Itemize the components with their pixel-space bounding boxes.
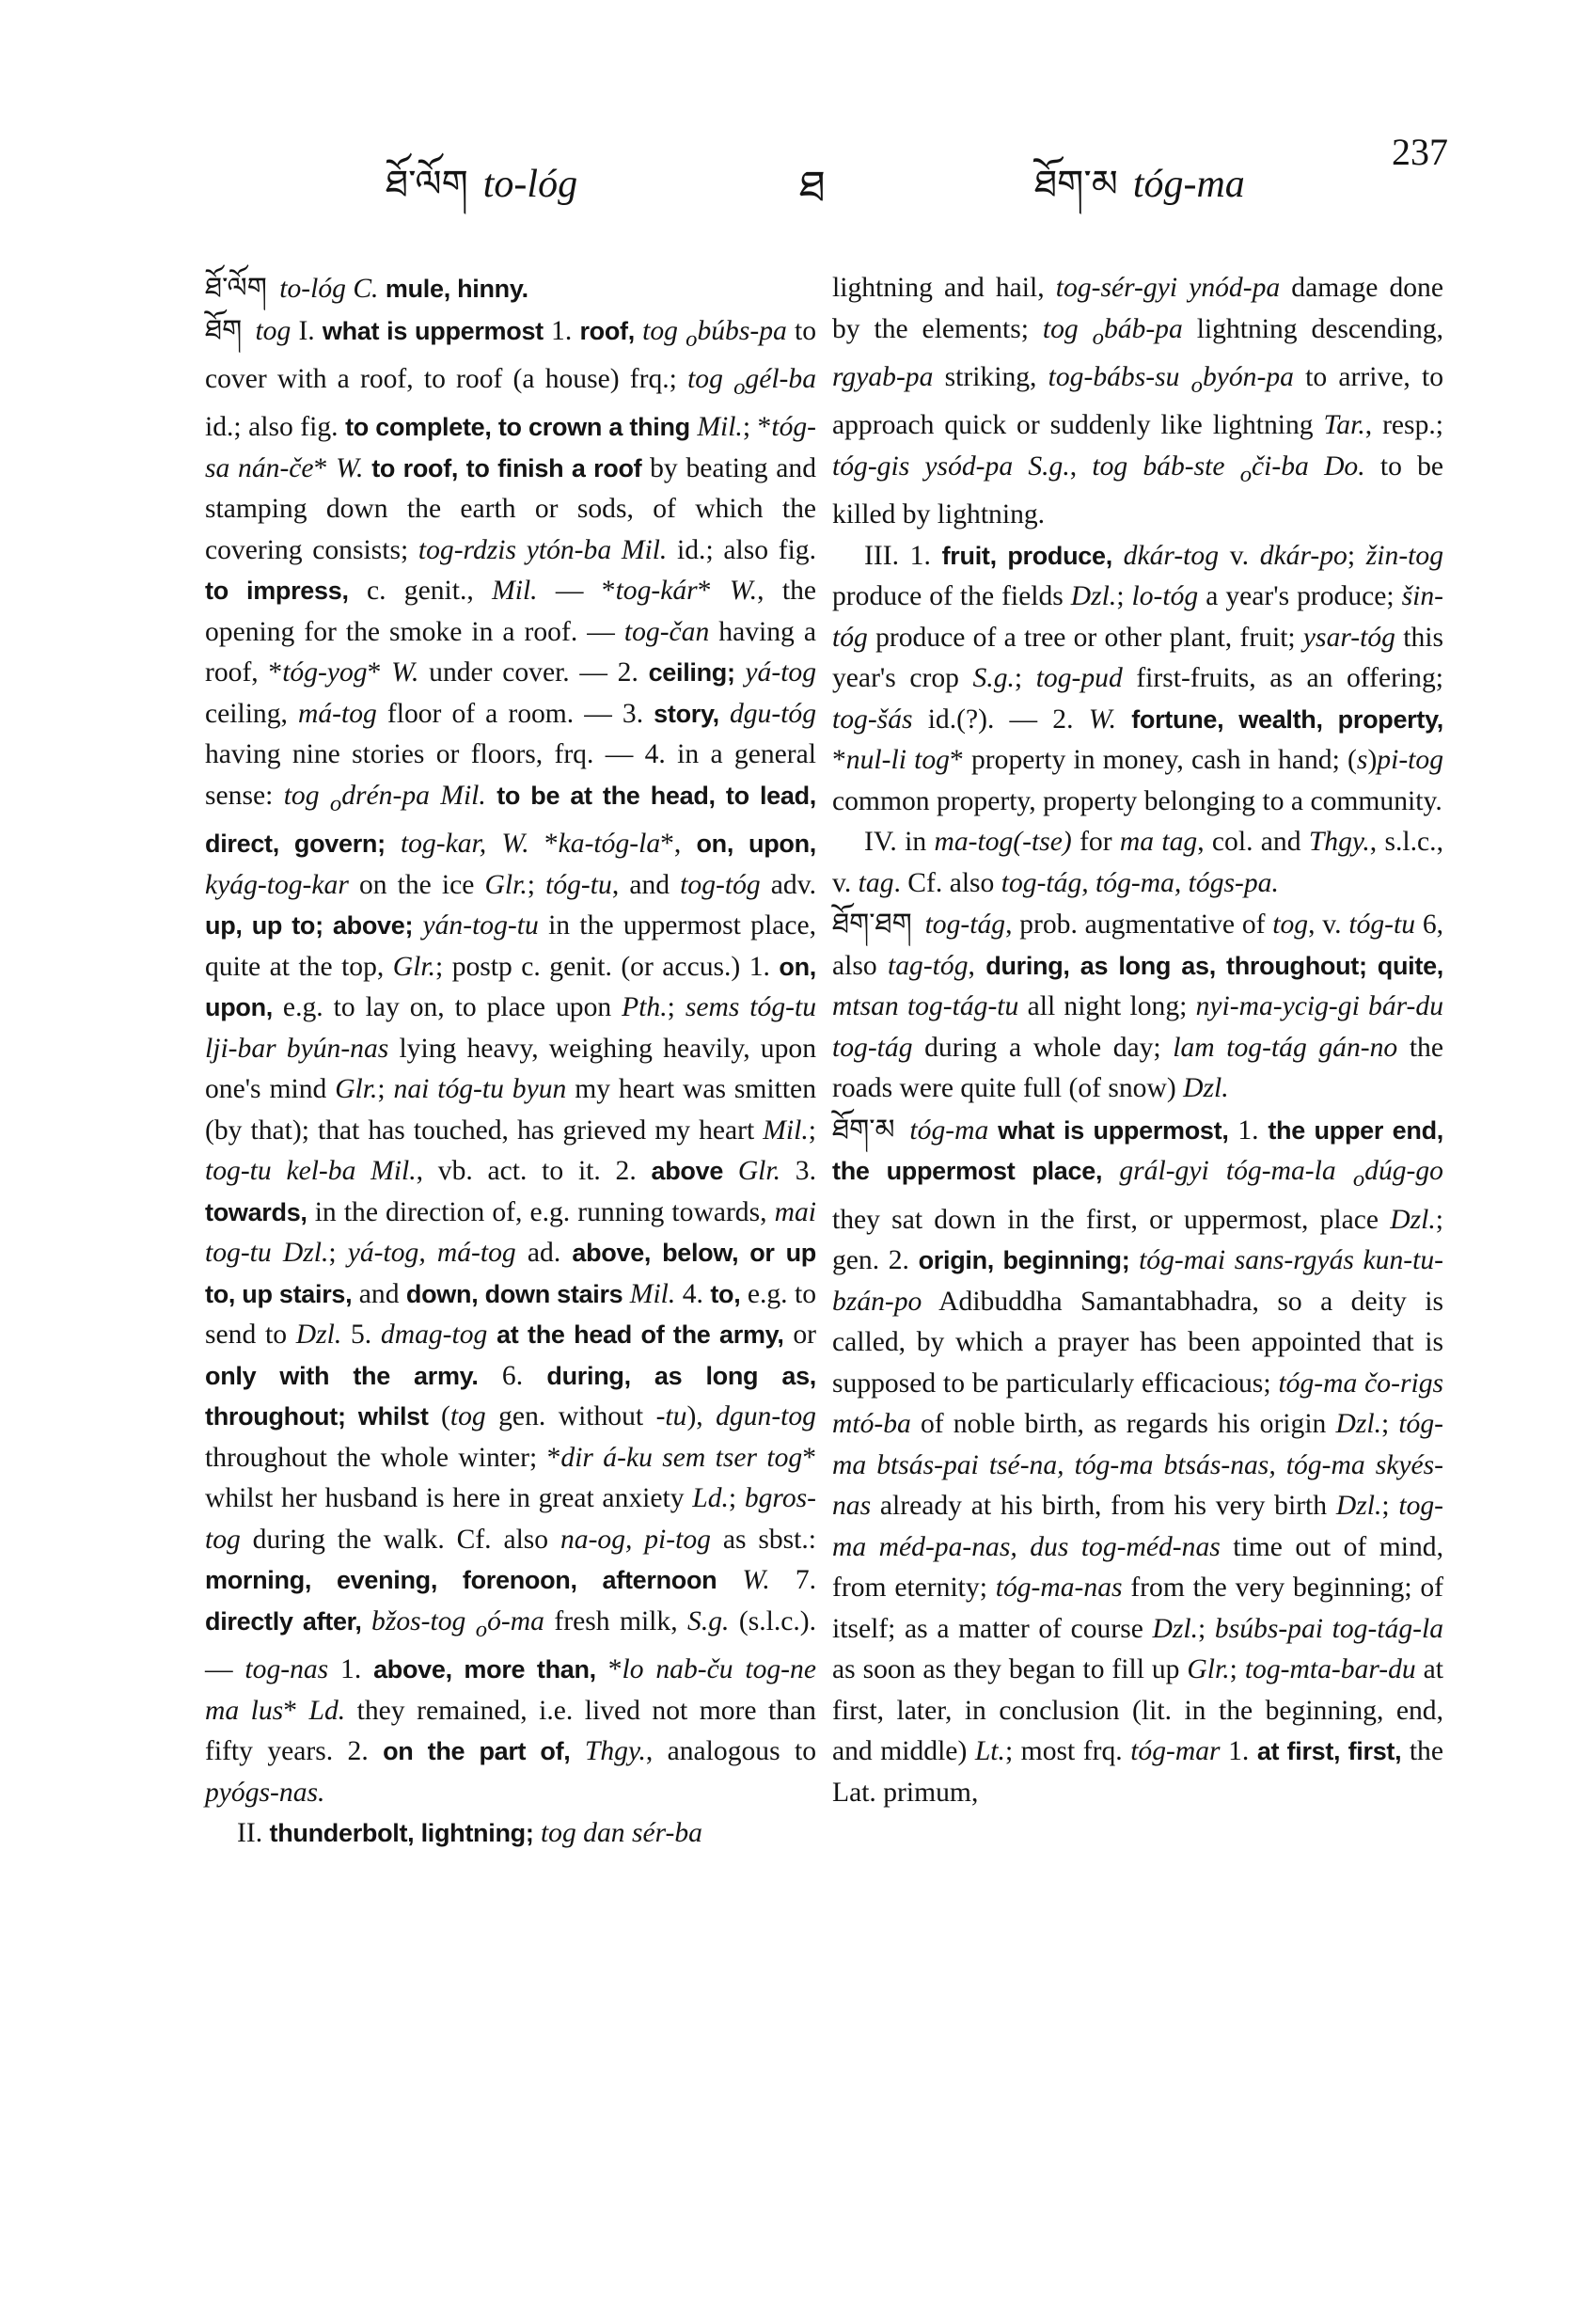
entry-tog-sense-2-cont: lightning and hail, tog-sér-gyi ynód-pa damage done by the elements; tog $_o$báb-pa lightning descending, rgyab-pa striking, tog-bábs-su $_o$byón-pa to arrive, to approach quick or suddenly like lightning Tar., resp.; tóg-gis ysód-pa S.g., tog báb-ste $_o$či-ba Do. to be killed by lightning.: [832, 273, 1444, 530]
running-head-left: [386, 141, 577, 247]
entry-tog-sense-2: II. thunderbolt, lightning; tog dan sér-ba: [237, 1818, 702, 1849]
entry-body: tóg-ma what is uppermost, 1. the upper end, the uppermost place, grál-gyi tóg-ma-la $_o$dúg-go they sat down in the first, or uppermost, place Dzl.; gen. 2. origin, beginning; tóg-mai sans-rgyás kun-tu-bzán-po Adibuddha Samantabhadra, so a deity is called, by which a prayer has been appointed that is supposed to be particularly efficacious; tóg-ma čo-rigs mtó-ba of noble birth, as regards his origin Dzl.; tóg-ma btsás-pai tsé-na, tóg-ma btsás-nas, tóg-ma skyés-nas already at his birth, from his very birth Dzl.; tog-ma méd-pa-nas, dus tog-méd-nas time out of mind, from eternity; tóg-ma-nas from the very beginning; of itself; as a matter of course Dzl.; bsúbs-pai tog-tág-la as soon as they began to fill up Glr.; tog-mta-bar-du at first, later, in conclusion (lit. in the beginning, end, and middle) Lt.; most frq. tóg-mar 1. at first, first, the Lat. primum,: [832, 1115, 1444, 1808]
running-head-right-roman: tóg-ma: [1132, 163, 1245, 206]
entry-body: to-lóg C. mule, hinny.: [279, 274, 528, 304]
entry-headword-tibetan: ཐོག: [205, 313, 243, 347]
running-head-left-roman: to-lóg: [482, 163, 578, 206]
entry-tog-tag: [832, 904, 1443, 1110]
right-column: [832, 268, 1443, 1813]
left-column: [205, 268, 816, 1855]
running-head-left-tibetan: ཐོ་ལོག: [386, 163, 468, 206]
entry-headword-tibetan: ཐོ་ལོག: [205, 272, 267, 305]
running-head-right: [1034, 141, 1245, 247]
entry-headword-tibetan: ཐོག་ཐག: [832, 908, 912, 941]
entry-tog: [205, 310, 816, 1814]
entry-tog-sense-4: IV. in ma-tog(-tse) for ma tag, col. and Thgy., s.l.c., v. tag. Cf. also tog-tág, tóg-ma, tógs-pa.: [832, 827, 1443, 898]
entry-tog-ma: [832, 1110, 1443, 1813]
page-number: 237: [1392, 131, 1448, 173]
entry-tog-sense-3: III. 1. fruit, produce, dkár-tog v. dkár-po; žin-tog produce of the fields Dzl.; lo-tóg a year's produce; šin-tóg produce of a tree or other plant, fruit; ysar-tóg this year's crop S.g.; tog-pud first-fruits, as an offering; tog-šás id.(?). — 2. W. fortune, wealth, property, *nul-li tog* property in money, cash in hand; (s)pi-tog common property, property belonging to a community.: [832, 540, 1443, 816]
entry-headword-tibetan: ཐོག་མ: [832, 1113, 895, 1146]
section-letter: ཐ: [799, 161, 826, 212]
entry-body: tog-tág, prob. augmentative of tog, v. tóg-tu 6, also tag-tóg, during, as long as, throughout; quite, mtsan tog-tág-tu all night long; nyi-ma-ycig-gi bár-du tog-tág during a whole day; lam tog-tág gán-no the roads were quite full (of snow) Dzl.: [832, 909, 1444, 1104]
entry-to-log: [205, 268, 816, 310]
running-head-right-tibetan: ཐོག་མ: [1034, 163, 1118, 206]
entry-body: tog I. what is uppermost 1. roof, tog $_o$búbs-pa to cover with a roof, to roof (a house) frq.; tog $_o$gél-ba id.; also fig. to complete, to crown a thing Mil.; *tóg-sa nán-če* W. to roof, to finish a roof by beating and stamping down the earth or sods, of which the covering consists; tog-rdzis ytón-ba Mil. id.; also fig. to impress, c. genit., Mil. — *tog-kár* W., the opening for the smoke in a roof. — tog-čan having a roof, *tóg-yog* W. under cover. — 2. ceiling; yá-tog ceiling, má-tog floor of a room. — 3. story, dgu-tóg having nine stories or floors, frq. — 4. in a general sense: tog $_o$drén-pa Mil. to be at the head, to lead, direct, govern; tog-kar, W. *ka-tóg-la*, on, upon, kyág-tog-kar on the ice Glr.; tóg-tu, and tog-tóg adv. up, up to; above; yán-tog-tu in the uppermost place, quite at the top, Glr.; postp c. genit. (or accus.) 1. on, upon, e.g. to lay on, to place upon Pth.; sems tóg-tu lji-bar byún-nas lying heavy, weighing heavily, upon one's mind Glr.; nai tóg-tu byun my heart was smitten (by that); that has touched, has grieved my heart Mil.; tog-tu kel-ba Mil., vb. act. to it. 2. above Glr. 3. towards, in the direction of, e.g. running towards, mai tog-tu Dzl.; yá-tog, má-tog ad. above, below, or up to, up stairs, and down, down stairs Mil. 4. to, e.g. to send to Dzl. 5. dmag-tog at the head of the army, or only with the army. 6. during, as long as, throughout; whilst (tog gen. without -tu), dgun-tog throughout the whole winter; *dir á-ku sem tser tog* whilst her husband is here in great anxiety Ld.; bgros-tog during the walk. Cf. also na-og, pi-tog as sbst.: morning, evening, forenoon, afternoon W. 7. directly after, bžos-tog $_o$ó-ma fresh milk, S.g. (s.l.c.). — tog-nas 1. above, more than, *lo nab-ču tog-ne ma lus* Ld. they remained, i.e. lived not more than fifty years. 2. on the part of, Thgy., analogous to pyógs-nas.: [205, 315, 817, 1808]
